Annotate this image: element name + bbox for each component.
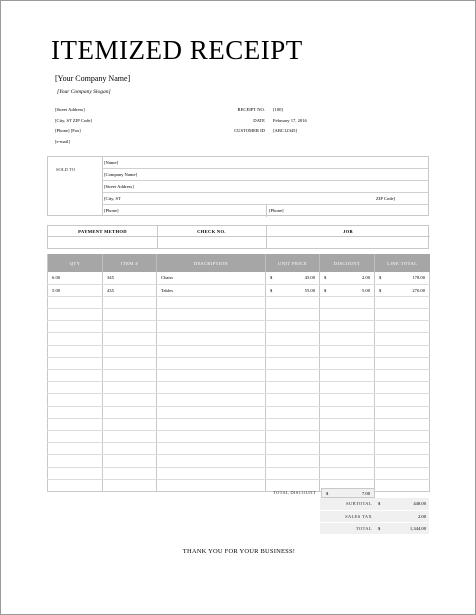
empty-cell[interactable] [103, 296, 157, 308]
empty-cell[interactable] [48, 296, 103, 308]
empty-cell[interactable] [157, 370, 266, 382]
empty-cell[interactable] [266, 296, 320, 308]
currency-symbol: $ [324, 287, 327, 293]
currency-symbol: $ [379, 287, 382, 293]
empty-cell[interactable] [320, 455, 375, 467]
empty-cell[interactable] [157, 309, 266, 321]
empty-cell[interactable] [157, 357, 266, 369]
empty-cell[interactable] [157, 455, 266, 467]
table-row [48, 357, 430, 369]
empty-cell[interactable] [320, 345, 375, 357]
unit-price-value: 55.00 [304, 287, 315, 293]
total-discount-value: 7.00 [361, 491, 370, 496]
receipt-no-value: [100] [273, 107, 283, 112]
total-value: 1,344.00 [409, 525, 426, 531]
empty-cell[interactable] [103, 406, 157, 418]
empty-cell[interactable] [48, 394, 103, 406]
company-slogan: [Your Company Slogan] [57, 89, 111, 95]
empty-cell[interactable] [375, 296, 430, 308]
empty-cell[interactable] [320, 357, 375, 369]
empty-cell[interactable] [266, 443, 320, 455]
description-cell[interactable]: Tables [157, 284, 266, 296]
empty-cell[interactable] [157, 418, 266, 430]
currency-symbol: $ [270, 275, 273, 281]
unit-price-value: 45.00 [304, 275, 315, 281]
empty-cell[interactable] [320, 418, 375, 430]
receipt-no-label: RECEIPT NO. [237, 107, 265, 112]
job-header: JOB [266, 226, 430, 237]
currency-symbol: $ [379, 275, 382, 281]
empty-cell[interactable] [157, 333, 266, 345]
empty-cell[interactable] [48, 333, 103, 345]
empty-cell[interactable] [266, 418, 320, 430]
subtotal-value: 448.00 [413, 501, 426, 507]
sold-to-phone-1[interactable]: [Phone] [104, 208, 119, 213]
empty-cell[interactable] [103, 321, 157, 333]
table-row [48, 406, 430, 418]
empty-cell[interactable] [320, 309, 375, 321]
table-row [48, 467, 430, 479]
empty-cell[interactable] [320, 370, 375, 382]
empty-cell[interactable] [375, 443, 430, 455]
empty-cell[interactable] [103, 370, 157, 382]
empty-cell[interactable] [266, 321, 320, 333]
empty-cell[interactable] [375, 479, 430, 491]
payment-box [47, 225, 429, 249]
item-number-cell[interactable]: 345 [103, 272, 157, 284]
total-discount-label: TOTAL DISCOUNT [272, 490, 316, 495]
empty-cell[interactable] [320, 430, 375, 442]
empty-cell[interactable] [320, 321, 375, 333]
description-cell[interactable]: Chairs [157, 272, 266, 284]
summary-table [320, 498, 429, 535]
company-phone-fax: [Phone] [Fax] [55, 128, 81, 133]
line-total-value: 178.00 [412, 275, 425, 281]
empty-cell[interactable] [320, 467, 375, 479]
empty-cell[interactable] [375, 321, 430, 333]
total-cell [375, 522, 429, 534]
table-row [48, 430, 430, 442]
date-label: DATE [253, 118, 265, 123]
table-row [48, 296, 430, 308]
customer-id-value: [ABC12345] [273, 128, 297, 133]
item-number-cell[interactable]: 435 [103, 284, 157, 296]
empty-cell[interactable] [103, 357, 157, 369]
line-total-value: 270.00 [412, 287, 425, 293]
sold-to-phone-2[interactable]: [Phone] [266, 205, 284, 217]
table-row [48, 394, 430, 406]
sold-to-box [47, 156, 429, 216]
empty-cell[interactable] [48, 467, 103, 479]
empty-cell[interactable] [157, 345, 266, 357]
empty-cell[interactable] [157, 321, 266, 333]
empty-cell[interactable] [48, 406, 103, 418]
empty-cell[interactable] [320, 443, 375, 455]
currency-symbol: $ [378, 501, 381, 507]
discount-header: DISCOUNT [320, 254, 375, 272]
table-row [48, 443, 430, 455]
table-row [48, 370, 430, 382]
empty-cell[interactable] [375, 370, 430, 382]
total-label: TOTAL [320, 522, 375, 534]
empty-cell[interactable] [320, 382, 375, 394]
qty-cell[interactable]: 6.00 [48, 272, 103, 284]
empty-cell[interactable] [266, 357, 320, 369]
receipt-title: ITEMIZED RECEIPT [51, 35, 303, 65]
company-street: [Street Address] [55, 107, 85, 112]
empty-cell[interactable] [103, 394, 157, 406]
empty-cell[interactable] [48, 430, 103, 442]
sold-to-company[interactable]: [Company Name] [102, 169, 428, 181]
empty-cell[interactable] [266, 467, 320, 479]
company-name: [Your Company Name] [55, 74, 131, 83]
empty-cell[interactable] [157, 394, 266, 406]
empty-cell[interactable] [375, 430, 430, 442]
table-row [48, 272, 430, 284]
company-email: [e-mail] [55, 139, 70, 144]
item-number-header: ITEM # [103, 254, 157, 272]
unit-price-cell[interactable] [266, 272, 320, 284]
discount-value: 5.00 [361, 287, 370, 293]
empty-cell[interactable] [375, 467, 430, 479]
empty-cell[interactable] [266, 333, 320, 345]
table-row [48, 309, 430, 321]
customer-id-label: CUSTOMER ID [234, 128, 265, 133]
subtotal-row [320, 498, 429, 510]
empty-cell[interactable] [48, 418, 103, 430]
unit-price-cell[interactable] [266, 284, 320, 296]
currency-symbol: $ [324, 275, 327, 281]
empty-cell[interactable] [266, 345, 320, 357]
payment-method-header: PAYMENT METHOD [48, 226, 157, 237]
sold-to-city-row [102, 193, 428, 205]
sold-to-name[interactable]: [Name] [102, 157, 428, 169]
items-header-row [48, 254, 430, 272]
table-row [48, 418, 430, 430]
empty-cell[interactable] [157, 430, 266, 442]
empty-cell[interactable] [103, 467, 157, 479]
currency-symbol: $ [270, 287, 273, 293]
sold-to-zip[interactable]: ZIP Code] [376, 196, 396, 201]
total-row [320, 522, 429, 534]
subtotal-cell [375, 498, 429, 510]
line-total-cell[interactable] [375, 284, 430, 296]
empty-cell[interactable] [375, 309, 430, 321]
empty-cell[interactable] [157, 467, 266, 479]
empty-cell[interactable] [48, 443, 103, 455]
table-row [48, 345, 430, 357]
empty-cell[interactable] [103, 443, 157, 455]
table-row [48, 284, 430, 296]
description-header: DESCRIPTION [157, 254, 266, 272]
sales-tax-value: 2.00 [417, 513, 426, 519]
sold-to-phone-row [102, 205, 428, 217]
qty-header: QTY [48, 254, 103, 272]
empty-cell[interactable] [375, 382, 430, 394]
unit-price-header: UNIT PRICE [266, 254, 320, 272]
sold-to-street[interactable]: [Street Address] [102, 181, 428, 193]
empty-cell[interactable] [48, 455, 103, 467]
sales-tax-row [320, 510, 429, 522]
empty-cell[interactable] [266, 309, 320, 321]
empty-cell[interactable] [103, 333, 157, 345]
empty-cell[interactable] [103, 345, 157, 357]
empty-cell[interactable] [320, 333, 375, 345]
empty-cell[interactable] [48, 382, 103, 394]
empty-cell[interactable] [48, 370, 103, 382]
empty-cell[interactable] [320, 406, 375, 418]
total-discount-box [321, 488, 375, 498]
empty-cell[interactable] [48, 309, 103, 321]
empty-cell[interactable] [266, 455, 320, 467]
sold-to-city[interactable]: [City, ST [104, 196, 121, 201]
empty-cell[interactable] [103, 430, 157, 442]
discount-cell[interactable] [320, 272, 375, 284]
empty-cell[interactable] [375, 357, 430, 369]
table-row [48, 333, 430, 345]
empty-cell[interactable] [375, 394, 430, 406]
thank-you-message: THANK YOU FOR YOUR BUSINESS! [182, 548, 296, 555]
discount-value: 2.00 [361, 275, 370, 281]
empty-cell[interactable] [103, 418, 157, 430]
sales-tax-cell[interactable] [375, 510, 429, 522]
company-city: [City, ST ZIP Code] [55, 118, 92, 123]
items-table [47, 254, 430, 492]
line-total-header: LINE TOTAL [375, 254, 430, 272]
empty-cell[interactable] [375, 455, 430, 467]
empty-cell[interactable] [48, 357, 103, 369]
empty-cell[interactable] [375, 406, 430, 418]
empty-cell[interactable] [48, 345, 103, 357]
currency-symbol: $ [378, 525, 381, 531]
sold-to-label: SOLD TO [56, 167, 76, 172]
empty-cell[interactable] [103, 309, 157, 321]
empty-cell[interactable] [48, 321, 103, 333]
empty-cell[interactable] [320, 296, 375, 308]
currency-symbol: $ [326, 491, 329, 496]
empty-cell[interactable] [266, 394, 320, 406]
qty-cell[interactable]: 5.00 [48, 284, 103, 296]
table-row [48, 382, 430, 394]
empty-cell[interactable] [266, 430, 320, 442]
line-total-cell[interactable] [375, 272, 430, 284]
empty-cell[interactable] [266, 382, 320, 394]
sales-tax-label: SALES TAX [320, 510, 375, 522]
empty-cell[interactable] [157, 443, 266, 455]
empty-cell[interactable] [266, 406, 320, 418]
check-no-header: CHECK NO. [157, 226, 266, 237]
empty-cell[interactable] [157, 406, 266, 418]
date-value: February 17, 2016 [273, 118, 307, 123]
empty-cell[interactable] [266, 370, 320, 382]
empty-cell[interactable] [103, 455, 157, 467]
empty-cell[interactable] [157, 382, 266, 394]
empty-cell[interactable] [375, 418, 430, 430]
empty-cell[interactable] [375, 345, 430, 357]
subtotal-label: SUBTOTAL [320, 498, 375, 510]
table-row [48, 455, 430, 467]
empty-cell[interactable] [320, 394, 375, 406]
table-row [48, 321, 430, 333]
empty-cell[interactable] [103, 382, 157, 394]
empty-cell[interactable] [157, 296, 266, 308]
discount-cell[interactable] [320, 284, 375, 296]
empty-cell[interactable] [375, 333, 430, 345]
